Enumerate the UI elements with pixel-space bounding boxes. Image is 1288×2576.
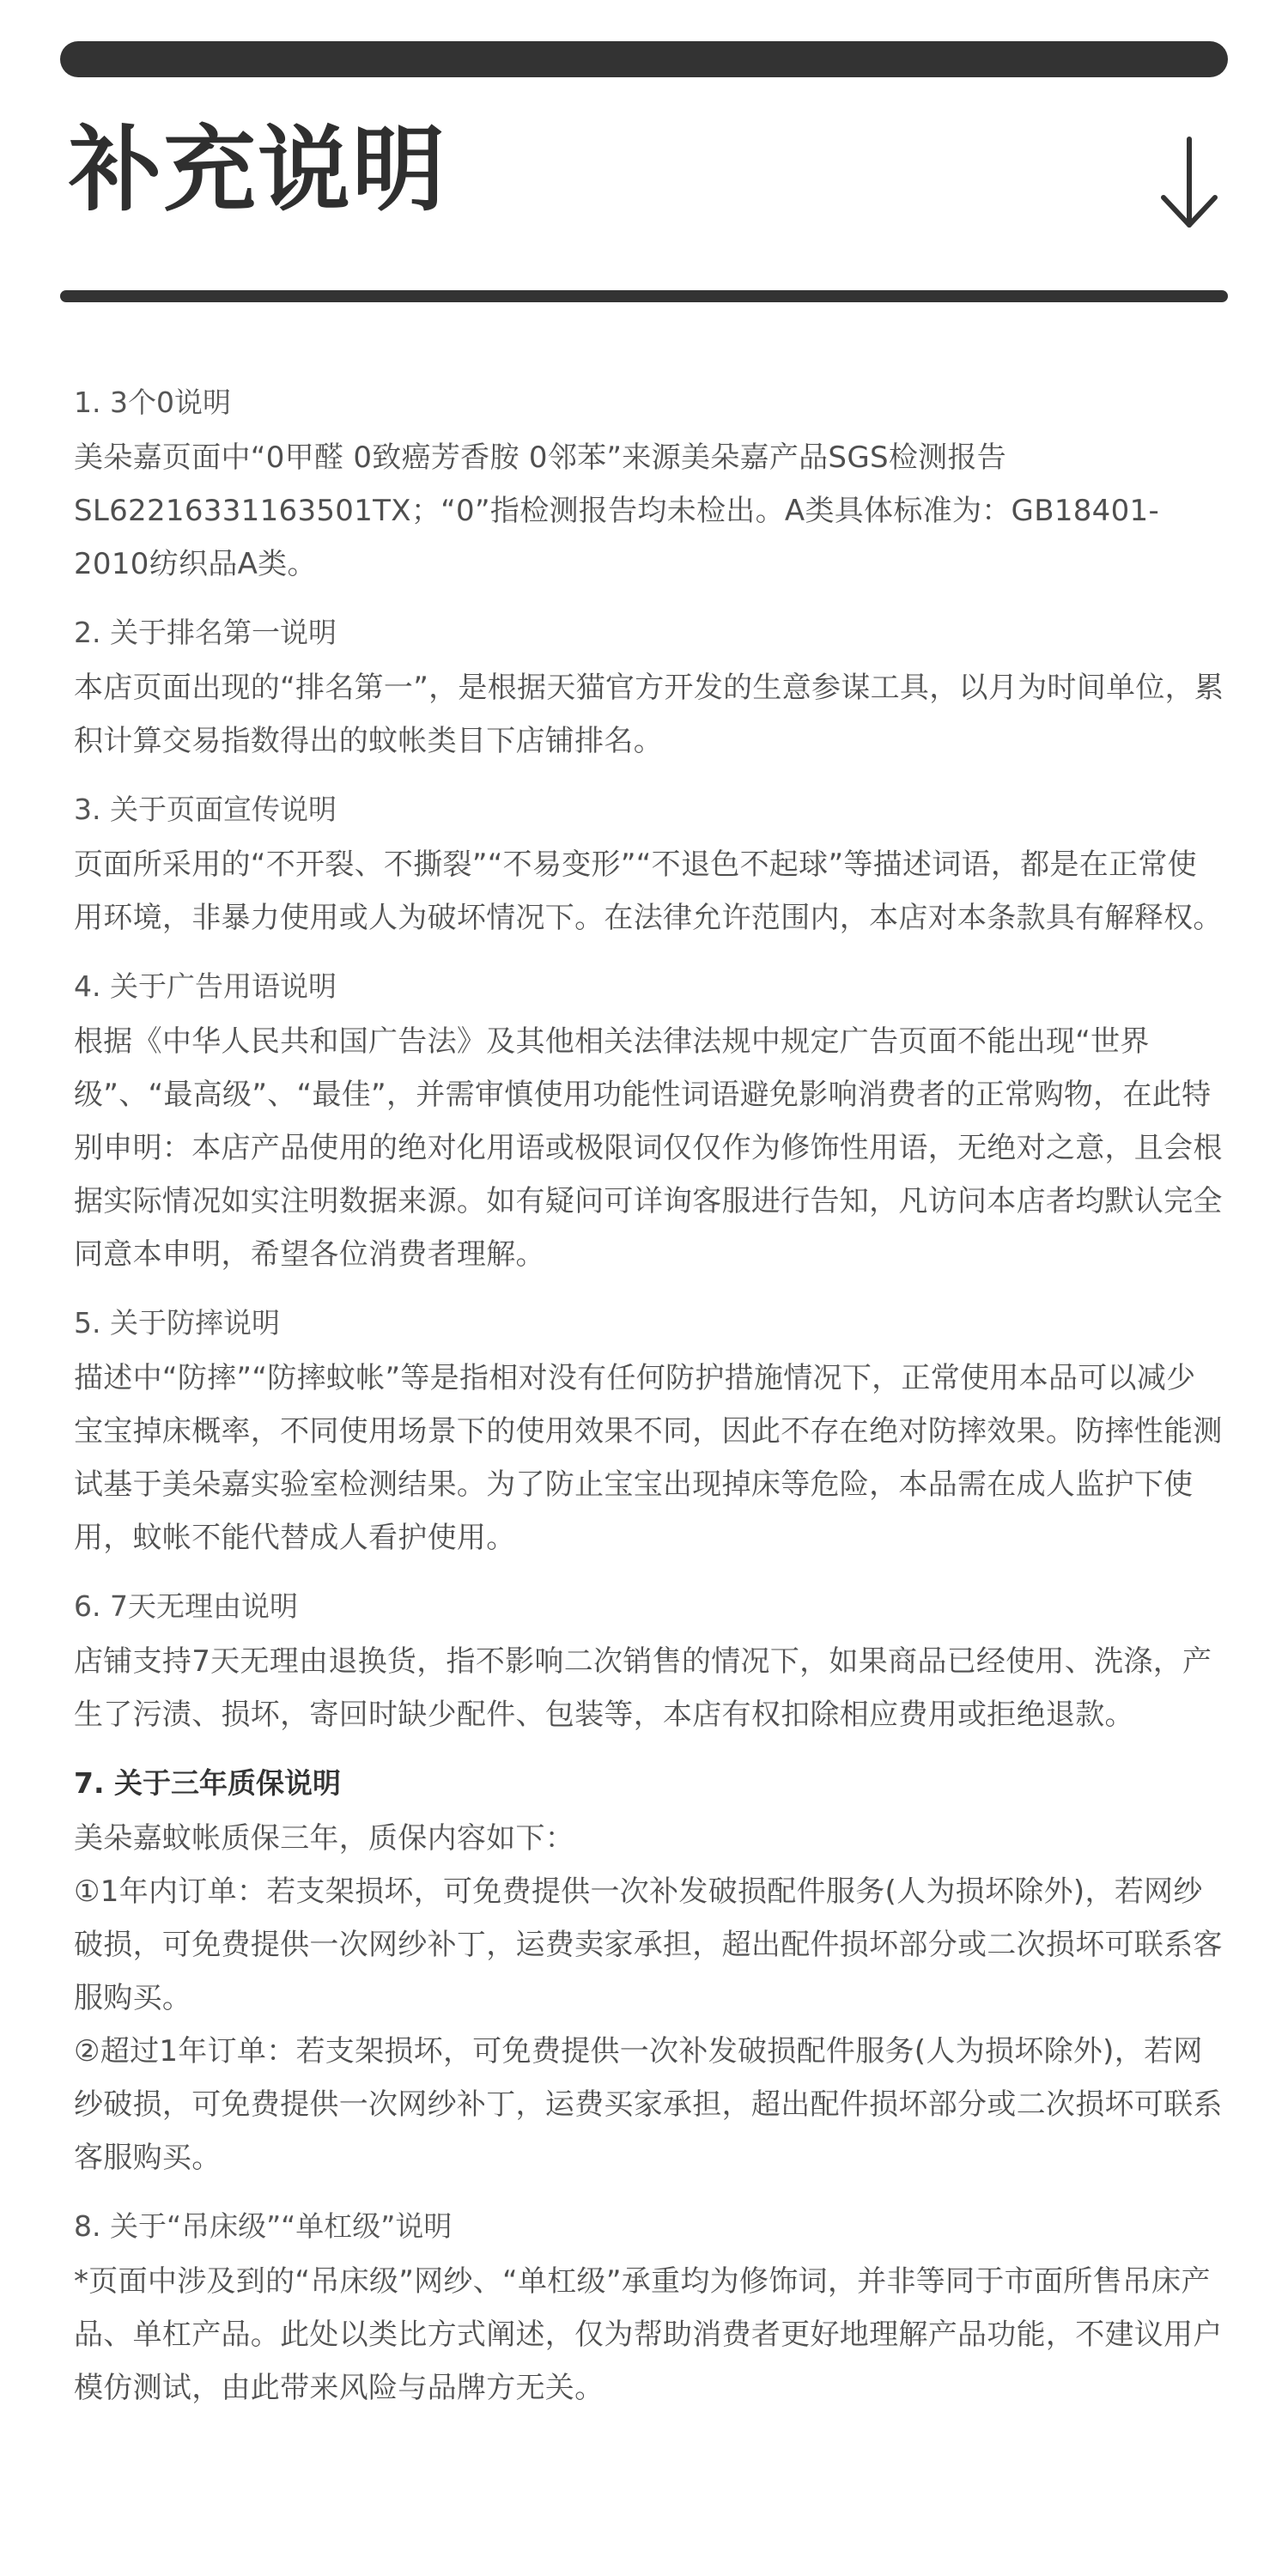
section-heading: 6. 7天无理由说明 bbox=[74, 1589, 298, 1623]
header-divider bbox=[60, 290, 1228, 302]
section-paragraph: 店铺支持7天无理由退换货，指不影响二次销售的情况下，如果商品已经使用、洗涤，产生了污渍、损坏，寄回时缺少配件、包装等，本店有权扣除相应费用或拒绝退款。 bbox=[74, 1644, 1212, 1732]
section-heading: 4. 关于广告用语说明 bbox=[74, 969, 337, 1003]
section-heading: 1. 3个0说明 bbox=[74, 386, 231, 419]
section-heading: 3. 关于页面宣传说明 bbox=[74, 793, 337, 826]
section-paragraph: ①1年内订单：若支架损坏，可免费提供一次补发破损配件服务(人为损坏除外)，若网纱破损，可免费提供一次网纱补丁，运费卖家承担，超出配件损坏部分或二次损坏可联系客服购买。 bbox=[74, 1874, 1223, 2015]
section-paragraph: 根据《中华人民共和国广告法》及其他相关法律法规中规定广告页面不能出现“世界级”、“最高级”、“最佳”，并需审慎使用功能性词语避免影响消费者的正常购物，在此特别申明：本店产品使用的绝对化用语或极限词仅仅作为修饰性用语，无绝对之意，且会根据实际情况如实注明数据来源。如有疑问可详询客服进行告知，凡访问本店者均默认完全同意本申明，希望各位消费者理解。 bbox=[74, 1024, 1223, 1272]
section-6 bbox=[74, 1585, 1224, 1741]
section-8 bbox=[74, 2205, 1224, 2415]
section-paragraph: ②超过1年订单：若支架损坏，可免费提供一次补发破损配件服务(人为损坏除外)，若网纱破损，可免费提供一次网纱补丁，运费买家承担，超出配件损坏部分或二次损坏可联系客服购买。 bbox=[74, 2034, 1223, 2175]
arrow-down-icon bbox=[1157, 136, 1222, 232]
section-5 bbox=[74, 1302, 1224, 1564]
section-1 bbox=[74, 381, 1224, 591]
section-heading: 8. 关于“吊床级”“单杠级”说明 bbox=[74, 2209, 453, 2243]
section-paragraph: 本店页面出现的“排名第一”，是根据天猫官方开发的生意参谋工具，以月为时间单位，累积计算交易指数得出的蚊帐类目下店铺排名。 bbox=[74, 671, 1224, 758]
section-heading: 5. 关于防摔说明 bbox=[74, 1306, 280, 1340]
section-2 bbox=[74, 611, 1224, 768]
section-paragraph: 描述中“防摔”“防摔蚊帐”等是指相对没有任何防护措施情况下，正常使用本品可以减少宝宝掉床概率，不同使用场景下的使用效果不同，因此不存在绝对防摔效果。防摔性能测试基于美朵嘉实验室检测结果。为了防止宝宝出现掉床等危险，本品需在成人监护下使用，蚊帐不能代替成人看护使用。 bbox=[74, 1361, 1223, 1555]
section-paragraph: 页面所采用的“不开裂、不撕裂”“不易变形”“不退色不起球”等描述词语，都是在正常使用环境，非暴力使用或人为破坏情况下。在法律允许范围内，本店对本条款具有解释权。 bbox=[74, 848, 1223, 935]
section-7 bbox=[74, 1762, 1224, 2184]
section-paragraph: 美朵嘉蚊帐质保三年，质保内容如下： bbox=[74, 1821, 575, 1856]
section-paragraph: 美朵嘉页面中“0甲醛 0致癌芳香胺 0邻苯”来源美朵嘉产品SGS检测报告SL62216331163501TX；“0”指检测报告均未检出。A类具体标准为：GB18401-2010纺织品A类。 bbox=[74, 440, 1160, 581]
page-title: 补充说明 bbox=[69, 117, 447, 224]
section-4 bbox=[74, 965, 1224, 1281]
section-heading: 7. 关于三年质保说明 bbox=[74, 1766, 341, 1800]
section-paragraph: *页面中涉及到的“吊床级”网纱、“单杠级”承重均为修饰词，并非等同于市面所售吊床产品、单杠产品。此处以类比方式阐述，仅为帮助消费者更好地理解产品功能，不建议用户模仿测试，由此带来风险与品牌方无关。 bbox=[74, 2264, 1223, 2405]
section-3 bbox=[74, 788, 1224, 945]
top-bar bbox=[60, 41, 1228, 77]
section-heading: 2. 关于排名第一说明 bbox=[74, 616, 337, 649]
content bbox=[74, 381, 1224, 2435]
